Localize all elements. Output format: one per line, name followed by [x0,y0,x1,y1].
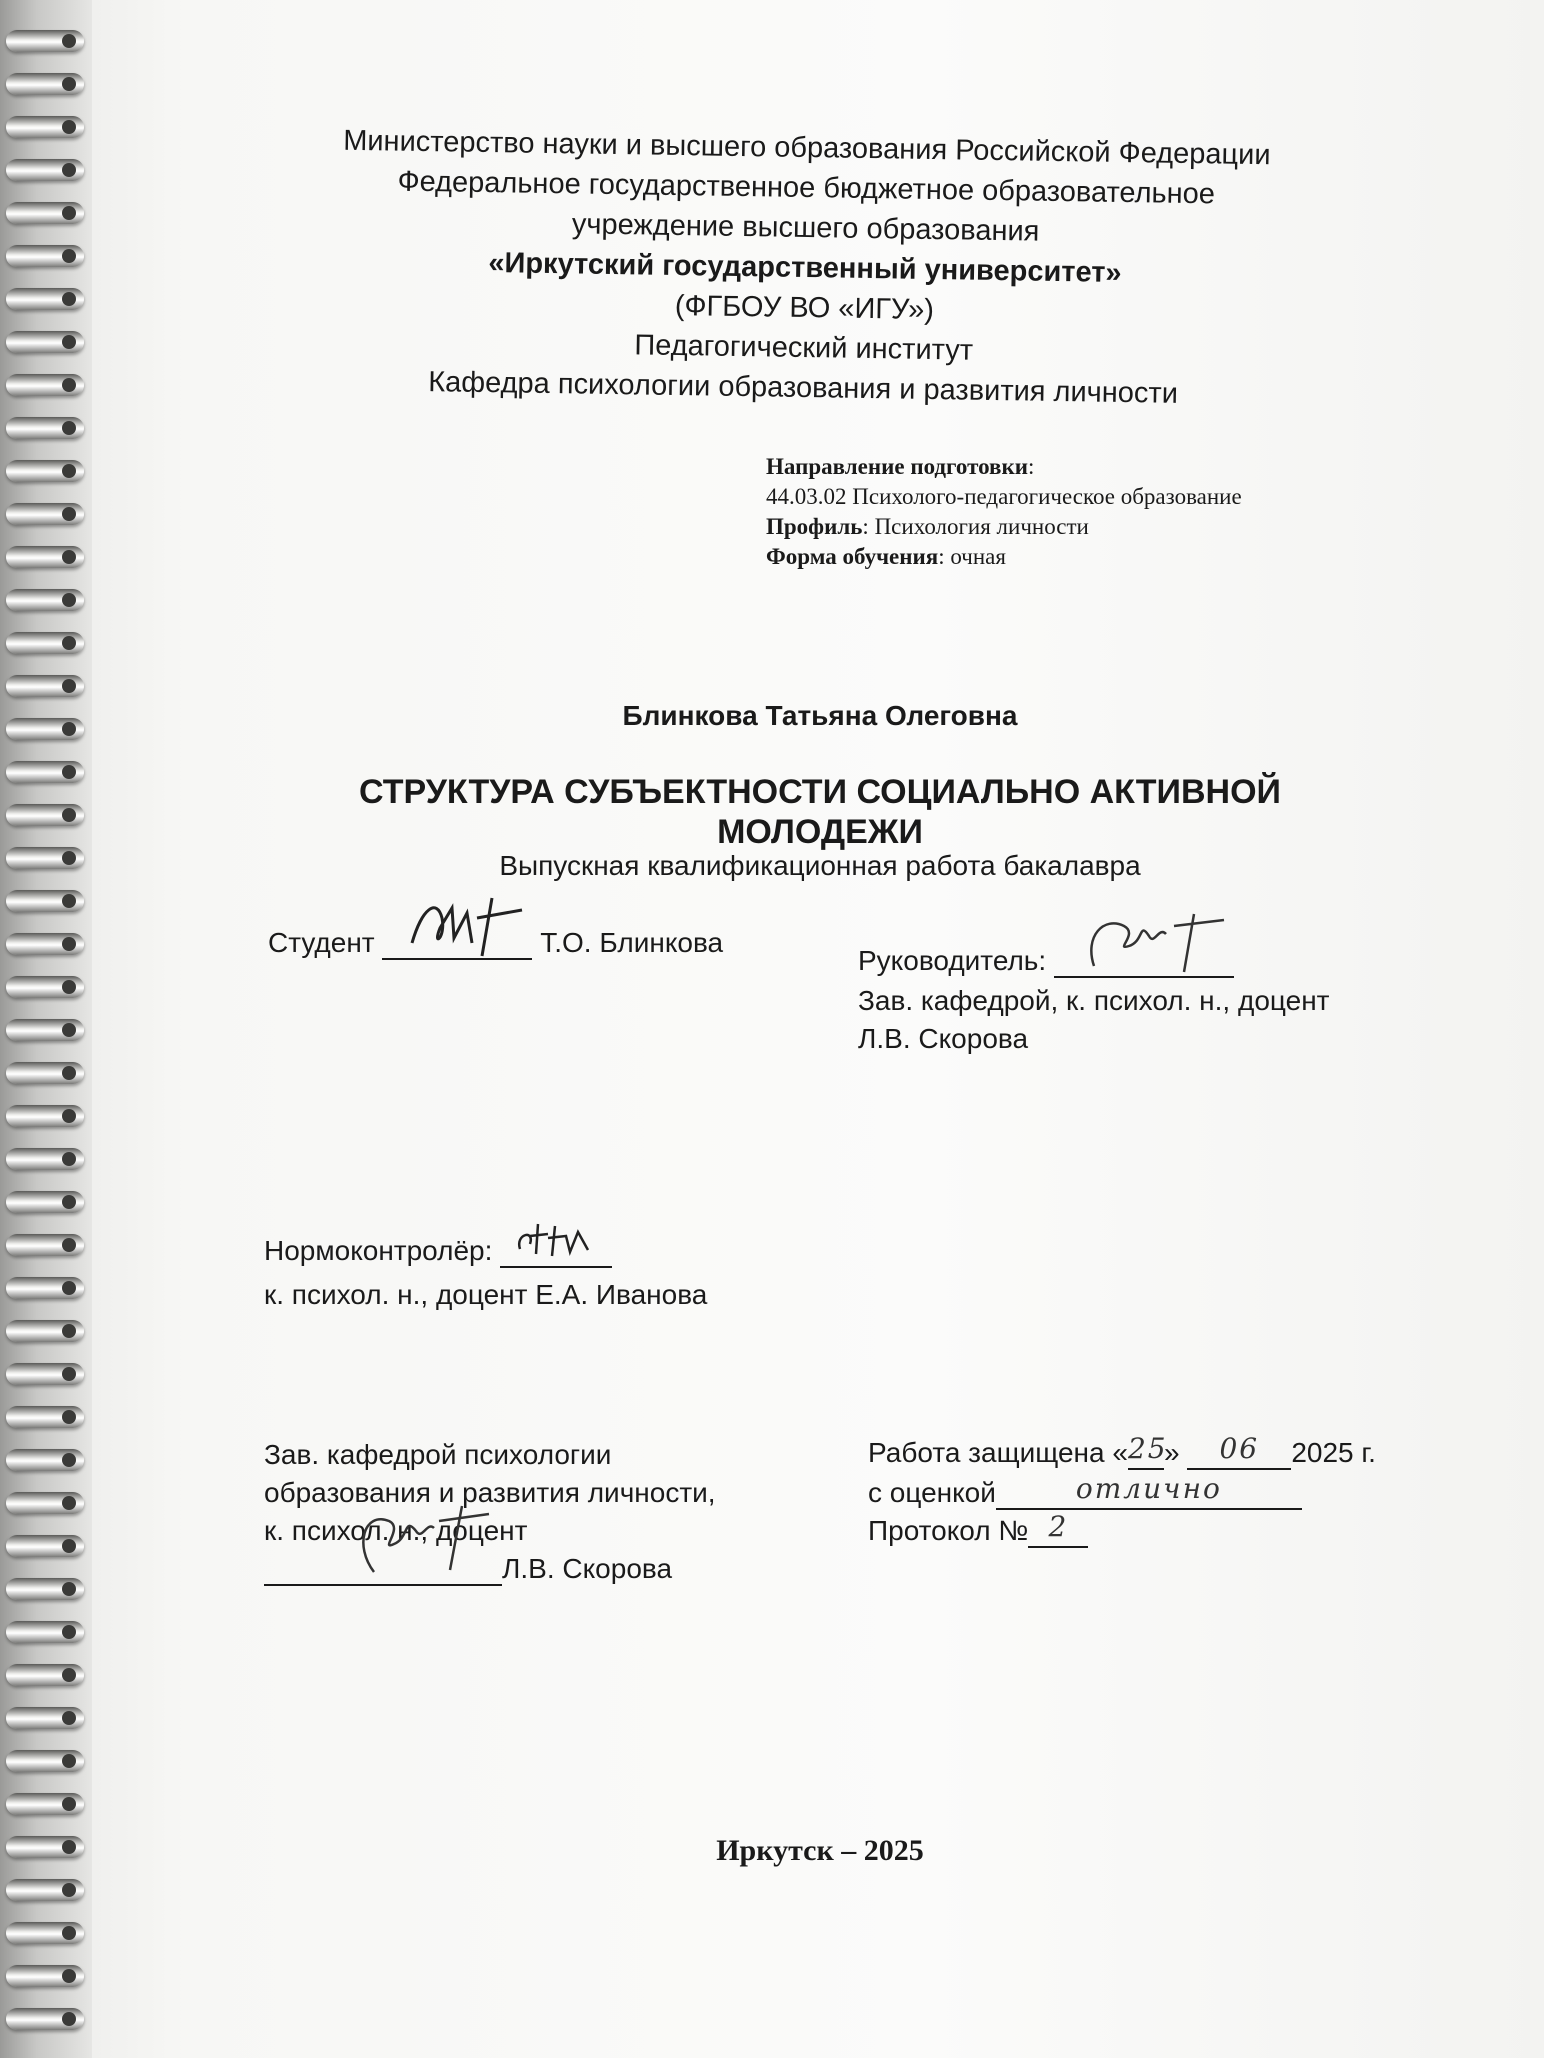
binding-ring [6,245,84,267]
defense-mid: » [1163,1437,1180,1468]
thesis-title-line-2: МОЛОДЕЖИ [717,813,923,851]
grade-line [868,1472,1302,1510]
binding-ring [6,1836,84,1858]
binding-ring [6,632,84,654]
head-signature-icon [264,1496,502,1576]
binding-ring [6,503,84,525]
direction-value: 44.03.02 Психолого-педагогическое образование [766,484,1242,509]
binding-ring [6,1707,84,1729]
binding-ring [6,1320,84,1342]
binding-ring [6,30,84,52]
head-signature [264,1554,502,1586]
grade-field [996,1472,1302,1510]
binding-ring [6,1965,84,1987]
profile-value: Психология личности [874,514,1089,539]
defense-month: 06 [1219,1432,1260,1465]
student-signature-icon [382,888,532,958]
study-info: Направление подготовки: 44.03.02 Психолого-педагогическое образование Профиль: Психология личности Форма обучения: очная [766,452,1366,572]
protocol-field [1028,1510,1088,1548]
normcontrol-signature-line [500,1236,612,1268]
binding-ring [6,976,84,998]
binding-ring [6,460,84,482]
binding-ring [6,331,84,353]
binding-ring [6,202,84,224]
binding-ring [6,1793,84,1815]
binding-ring [6,1019,84,1041]
institution-line-1: Федеральное государственное бюджетное образовательное [397,165,1216,211]
normcontrol-position-name: к. психол. н., доцент Е.А. Иванова [264,1279,708,1310]
head-line-1: Зав. кафедрой психологии [264,1439,612,1470]
institution-line-2: учреждение высшего образования [571,208,1040,248]
head-name: Л.В. Скорова [502,1553,673,1584]
author-name: Блинкова Татьяна Олеговна [622,700,1018,731]
head-line-2: образования и развития личности, [264,1477,716,1508]
supervisor-position: Зав. кафедрой, к. психол. н., доцент [858,985,1330,1016]
binding-ring [6,1105,84,1127]
student-line [268,926,723,960]
binding-ring [6,2008,84,2030]
binding-ring [6,1922,84,1944]
binding-ring [6,1664,84,1686]
binding-ring [6,675,84,697]
protocol-value: 2 [1048,1510,1069,1543]
binding-ring [6,417,84,439]
supervisor-line [858,944,1234,978]
defense-line [868,1432,1376,1470]
student-label: Студент [268,927,375,958]
binding-ring [6,1621,84,1643]
defense-prefix: Работа защищена « [868,1437,1128,1468]
binding-ring [6,1879,84,1901]
thesis-title-line-1: СТРУКТУРА СУБЪЕКТНОСТИ СОЦИАЛЬНО АКТИВНОЙ [359,773,1281,811]
binding-ring [6,890,84,912]
binding-ring [6,73,84,95]
institute-name: Педагогический институт [634,329,974,367]
binding-ring [6,589,84,611]
binding-ring [6,374,84,396]
binding-ring [6,288,84,310]
defense-year: 2025 г. [1291,1437,1376,1468]
binding-ring [6,718,84,740]
binding-ring [6,1578,84,1600]
thesis-title [330,772,1310,852]
grade-label: с оценкой [868,1477,996,1508]
binding-ring [6,847,84,869]
spiral-binding [0,0,92,2058]
supervisor-name: Л.В. Скорова [858,1023,1029,1054]
work-type: Выпускная квалификационная работа бакалавра [499,850,1141,881]
binding-ring [6,1277,84,1299]
binding-ring [6,1535,84,1557]
head-signature-line [264,1552,672,1586]
supervisor-signature-line [1054,946,1234,978]
department-name: Кафедра психологии образования и развития личности [428,366,1179,410]
grade-value: отлично [1075,1472,1222,1505]
binding-ring [6,804,84,826]
defense-day-field [1127,1432,1168,1470]
form-label: Форма обучения [766,544,939,569]
normcontrol-label: Нормоконтролёр: [264,1235,493,1266]
form-value: очная [950,544,1006,569]
binding-ring [6,1062,84,1084]
binding-ring [6,1148,84,1170]
university-abbr: (ФГБОУ ВО «ИГУ») [674,289,935,327]
header-block [278,120,1332,416]
student-name: Т.О. Блинкова [540,927,724,958]
supervisor-signature-icon [1054,906,1234,976]
protocol-line [868,1510,1088,1548]
head-line-3: к. психол. н., доцент [264,1515,528,1546]
defense-day: 25 [1127,1432,1168,1465]
binding-ring [6,1750,84,1772]
defense-month-field [1187,1432,1291,1470]
binding-ring [6,1406,84,1428]
university-name: «Иркутский государственный университет» [488,247,1122,289]
binding-ring [6,159,84,181]
binding-ring [6,761,84,783]
profile-label: Профиль [766,514,863,539]
binding-ring [6,933,84,955]
ministry-line: Министерство науки и высшего образования Российской Федерации [342,124,1271,172]
city-year: Иркутск – 2025 [716,1834,924,1867]
binding-ring [6,1234,84,1256]
binding-ring [6,546,84,568]
normcontrol-signature-icon [500,1214,612,1264]
binding-ring [6,116,84,138]
direction-label: Направление подготовки [766,454,1028,479]
normcontrol-line [264,1234,612,1268]
supervisor-label: Руководитель: [858,945,1047,976]
binding-ring [6,1363,84,1385]
protocol-label: Протокол № [868,1515,1029,1546]
binding-ring [6,1449,84,1471]
student-signature-line [382,928,532,960]
binding-ring [6,1492,84,1514]
binding-ring [6,1191,84,1213]
